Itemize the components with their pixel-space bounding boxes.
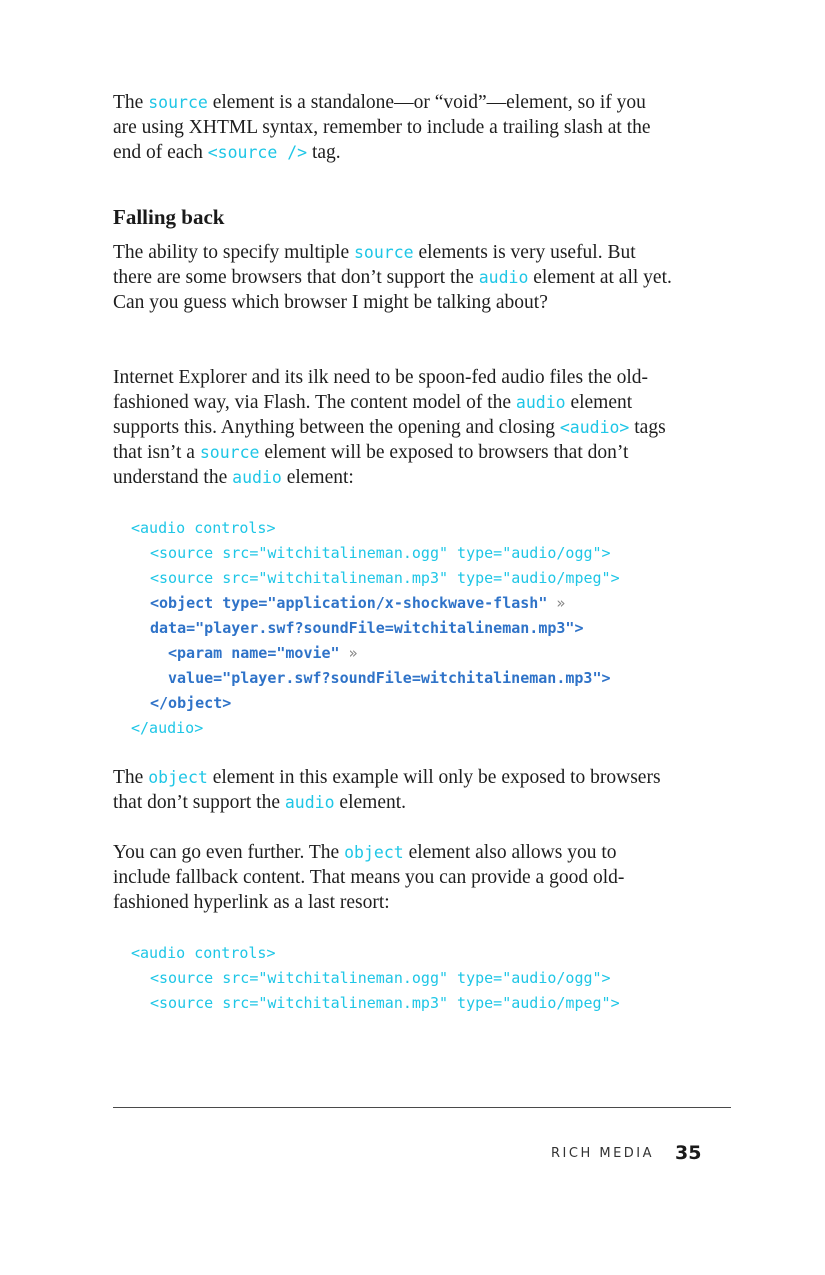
text-run: The: [113, 92, 149, 113]
inline-code: audio: [478, 268, 529, 287]
inline-code: audio: [232, 468, 282, 487]
paragraph-fallback-content: [113, 840, 673, 915]
continuation-arrow-icon: »: [348, 644, 358, 662]
text-run: The: [113, 767, 149, 788]
code-line: value="player.swf?soundFile=witchitalineman.mp3">: [168, 669, 611, 687]
code-line: </audio>: [131, 719, 204, 737]
text-run: You can go even further. The: [113, 842, 345, 863]
continuation-arrow-icon: »: [556, 594, 566, 612]
text-run: element also allows you to include fallback content. That means you can provide a good old-fashioned hyperlink as a last resort:: [113, 842, 625, 913]
paragraph-multiple-sources: [113, 240, 673, 315]
inline-code: source: [354, 243, 414, 262]
text-run: element:: [281, 467, 354, 488]
inline-code: <source />: [207, 143, 308, 162]
running-footer-section: RICH MEDIA: [551, 1146, 655, 1161]
text-run: tag.: [307, 142, 341, 163]
text-run: element.: [334, 792, 407, 813]
text-run: element in this example will only be exposed to browsers that don’t support the: [113, 767, 661, 813]
inline-code: object: [148, 768, 208, 787]
code-line: <source src="witchitalineman.mp3" type="audio/mpeg">: [150, 994, 620, 1012]
code-line: [150, 593, 566, 613]
section-heading: Falling back: [113, 205, 225, 229]
inline-code: source: [148, 93, 208, 112]
code-line: <source src="witchitalineman.ogg" type="audio/ogg">: [150, 544, 611, 562]
code-line-text: <param name="movie": [168, 644, 349, 662]
text-run: element will be exposed to browsers that don’t understand the: [113, 442, 629, 488]
text-run: tags that isn’t a: [113, 417, 666, 463]
code-line-text: <object type="application/x-shockwave-flash": [150, 594, 557, 612]
inline-code: audio: [284, 793, 335, 812]
text-run: Internet Explorer and its ilk need to be spoon-fed audio files the old-fashioned way, via Flash. The content model of the: [113, 367, 649, 413]
inline-code: <audio>: [559, 418, 630, 437]
text-run: element supports this. Anything between the opening and closing: [113, 392, 633, 438]
paragraph-internet-explorer: [113, 365, 673, 490]
code-line: <source src="witchitalineman.mp3" type="audio/mpeg">: [150, 569, 620, 587]
code-line: <source src="witchitalineman.ogg" type="audio/ogg">: [150, 969, 611, 987]
footer-divider: [113, 1107, 731, 1108]
text-run: element at all yet. Can you guess which browser I might be talking about?: [113, 267, 672, 313]
code-line: data="player.swf?soundFile=witchitalineman.mp3">: [150, 619, 584, 637]
code-line: <audio controls>: [131, 519, 276, 537]
text-run: The ability to specify multiple: [113, 242, 354, 263]
code-line: <audio controls>: [131, 944, 276, 962]
inline-code: object: [344, 843, 404, 862]
code-line: </object>: [150, 694, 232, 712]
text-run: elements is very useful. But there are some browsers that don’t support the: [113, 242, 636, 288]
page-number: 35: [675, 1142, 702, 1164]
paragraph-object-exposed: [113, 765, 673, 815]
inline-code: audio: [515, 393, 566, 412]
text-run: element is a standalone—or “void”—element, so if you are using XHTML syntax, remember to include a trailing slash at the end of each: [113, 92, 651, 163]
inline-code: source: [199, 443, 260, 462]
code-line: [168, 643, 358, 663]
paragraph-void-element: [113, 90, 673, 165]
